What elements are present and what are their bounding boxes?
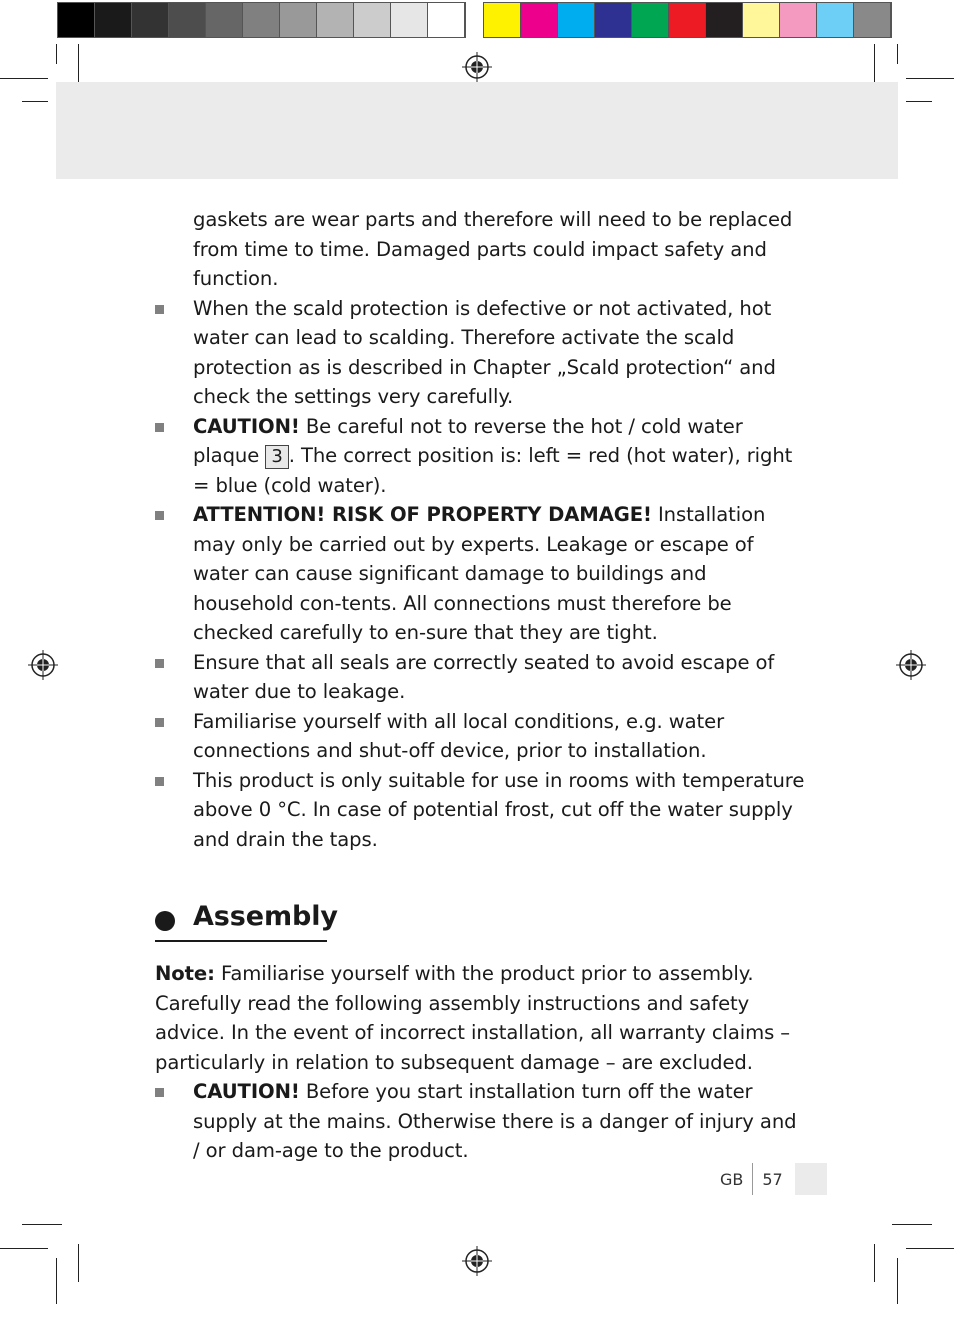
bullet-icon xyxy=(155,777,164,786)
item-text: . The correct position is: left = red (hot water), right = blue (cold water). xyxy=(193,444,793,497)
color-calibration-bar xyxy=(483,2,892,38)
registration-mark-icon xyxy=(462,52,492,82)
color-swatch xyxy=(206,3,243,37)
crop-mark xyxy=(56,1258,57,1304)
registration-mark-icon xyxy=(28,650,58,680)
bullet-icon xyxy=(155,718,164,727)
list-item xyxy=(155,294,805,412)
color-swatch xyxy=(132,3,169,37)
attention-label: ATTENTION! RISK OF PROPERTY DAMAGE! xyxy=(193,503,652,526)
list-item xyxy=(155,707,805,766)
color-swatch xyxy=(391,3,428,37)
bullet-icon xyxy=(155,659,164,668)
section-dot-icon xyxy=(155,911,175,931)
section-title: Assembly xyxy=(193,901,338,932)
registration-mark-icon xyxy=(896,650,926,680)
crop-mark xyxy=(22,101,48,102)
bullet-icon xyxy=(155,305,164,314)
intro-paragraph: gaskets are wear parts and therefore will need to be replaced from time to time. Damaged parts could impact safety and function. xyxy=(193,208,793,290)
bullet-icon xyxy=(155,423,164,432)
color-swatch xyxy=(354,3,391,37)
color-swatch xyxy=(428,3,465,37)
crop-mark xyxy=(897,1258,898,1304)
crop-mark xyxy=(0,1248,48,1249)
color-swatch xyxy=(317,3,354,37)
color-swatch xyxy=(706,3,743,37)
crop-mark xyxy=(892,1224,932,1225)
section-underline xyxy=(155,940,327,942)
color-swatch xyxy=(780,3,817,37)
color-swatch xyxy=(632,3,669,37)
color-swatch xyxy=(669,3,706,37)
item-text: Be careful not to reverse the hot / cold water plaque xyxy=(193,414,743,467)
crop-mark xyxy=(22,1224,62,1225)
page-footer xyxy=(720,1163,827,1195)
caution-label: CAUTION! xyxy=(193,1080,300,1103)
color-swatch xyxy=(558,3,595,37)
language-code: GB xyxy=(720,1169,744,1189)
color-swatch xyxy=(169,3,206,37)
caution-label: CAUTION! xyxy=(193,414,300,438)
crop-mark xyxy=(906,78,954,79)
color-swatch xyxy=(817,3,854,37)
crop-mark xyxy=(0,78,48,79)
part-number-badge: 3 xyxy=(265,445,288,469)
item-text: When the scald protection is defective or not activated, hot water can lead to scalding. Therefore activate the scald protection as is described in Chapter „Scald protection“ and check the settings very carefully. xyxy=(193,296,776,408)
crop-mark xyxy=(906,101,932,102)
color-swatch xyxy=(58,3,95,37)
list-item xyxy=(155,500,805,648)
crop-mark xyxy=(78,1244,79,1282)
note-paragraph xyxy=(155,959,805,1077)
color-swatch xyxy=(595,3,632,37)
page-content xyxy=(155,205,805,1166)
color-swatch xyxy=(484,3,521,37)
registration-mark-icon xyxy=(462,1246,492,1276)
color-swatch xyxy=(280,3,317,37)
page-tab xyxy=(795,1163,827,1195)
color-swatch xyxy=(95,3,132,37)
note-text: Familiarise yourself with the product prior to assembly. Carefully read the following assembly instructions and safety advice. In the event of incorrect installation, all warranty claims – particularly in relation to subsequent damage – are excluded. xyxy=(155,962,791,1074)
crop-mark xyxy=(897,44,898,64)
bullet-icon xyxy=(155,511,164,520)
bullet-icon xyxy=(155,1088,164,1097)
color-swatch xyxy=(243,3,280,37)
crop-mark xyxy=(56,44,57,64)
list-item xyxy=(155,1077,805,1166)
item-text: Before you start installation turn off the water supply at the mains. Otherwise there is a danger of injury and / or dam-age to the product. xyxy=(193,1080,797,1162)
color-swatch xyxy=(521,3,558,37)
gray-calibration-bar xyxy=(57,2,466,38)
footer-divider xyxy=(752,1163,753,1195)
list-item xyxy=(155,648,805,707)
item-text: Installation may only be carried out by experts. Leakage or escape of water can cause significant damage to buildings and household con-tents. All connections must therefore be checked carefully to en-sure that they are tight. xyxy=(193,503,766,644)
note-label: Note: xyxy=(155,962,215,985)
section-heading xyxy=(155,897,805,945)
list-item xyxy=(155,412,805,501)
crop-mark xyxy=(906,1248,954,1249)
color-swatch xyxy=(854,3,891,37)
header-band xyxy=(56,82,898,179)
color-swatch xyxy=(743,3,780,37)
item-text: This product is only suitable for use in rooms with temperature above 0 °C. In case of potential frost, cut off the water supply and drain the taps. xyxy=(193,768,805,851)
list-item xyxy=(155,766,805,855)
page-number: 57 xyxy=(762,1169,783,1189)
item-text: Familiarise yourself with all local conditions, e.g. water connections and shut-off device, prior to installation. xyxy=(193,709,725,762)
crop-mark xyxy=(874,1244,875,1282)
item-text: Ensure that all seals are correctly seated to avoid escape of water due to leakage. xyxy=(193,650,775,703)
